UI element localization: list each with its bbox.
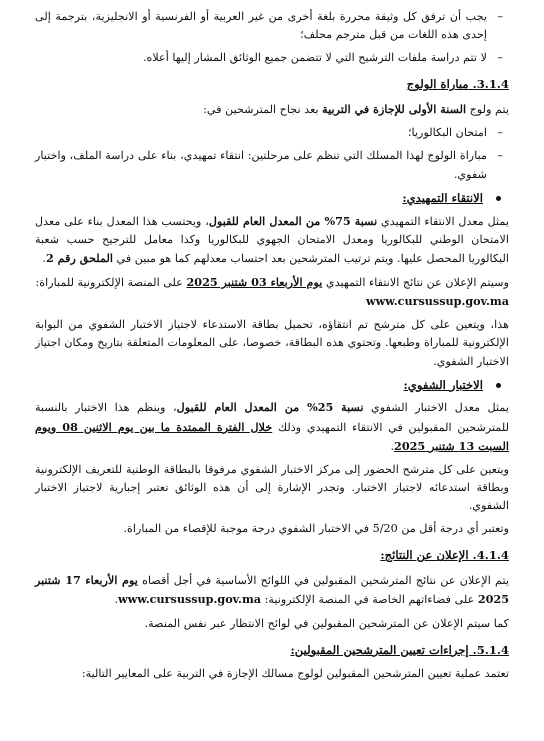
oral-p3: وتعتبر أي درجة أقل من 5/20 في الاختبار الشفوي درجة موجبة للإقصاء من المباراة.: [123, 522, 509, 536]
results-date: يوم الأربعاء 17 شتنبر 2025: [35, 573, 509, 607]
results-p1: [35, 571, 509, 609]
preselection-title: الانتقاء التمهيدي:: [35, 189, 509, 208]
results-p1-end: .: [114, 593, 119, 607]
access-item-bac: – امتحان البكالوريا؛: [35, 124, 509, 142]
pre-p1-c: ، ويحتسب هذا المعدل بناء على معدل الامتحان الوطني للبكالوريا ومعدل الامتحان الجهوي للبكالوريا وكذا معامل للترجيح حسب شعبة البكالوريا المحصل عليها. ويتم ترتيب المترشحين بعد احتساب معدلهم كما هو مبين في: [35, 214, 509, 265]
results-url-link[interactable]: www.cursussup.gov.ma: [118, 592, 262, 607]
oral-title: الاختبار الشفوي:: [35, 376, 509, 395]
pre-p1-end: .: [42, 251, 46, 265]
oral-p2: ويتعين على كل مترشح الحضور إلى مركز الاختبار الشفوي مرفوقا بالبطاقة الوطنية للتعريف الإلكترونية وبطاقة استدعائه لاجتياز الاختبار. وتجدر الإشارة إلى أن هذه الوثائق تعتبر إجبارية لاجتياز الاختبار الشفوي.: [35, 462, 509, 513]
oral-p1-end: .: [390, 439, 395, 453]
results-p2: كما سيتم الإعلان عن المترشحين المقبولين في لوائح الانتظار عبر نفس المنصة.: [144, 616, 509, 630]
oral-period: خلال الفترة الممتدة ما بين يوم الاثنين 08 ويوم السبت 13 شتنبر 2025: [35, 419, 509, 453]
oral-p1-c: ، وينظم هذا الاختبار بالنسبة للمترشحين المقبولين في الانتقاء التمهيدي وذلك: [35, 401, 509, 434]
results-p1-c: على فضاءاتهم الخاصة في المنصة الإلكترونية:: [261, 593, 478, 607]
platform-url-link[interactable]: www.cursussup.gov.ma: [365, 294, 509, 309]
preselection-p2: [35, 273, 509, 311]
intro-bullet-translation: – يجب أن ترفق كل وثيقة محررة بلغة أخرى من غير العربية أو الفرنسية أو الانجليزية، بترجمة إلى إحدى هذه اللغات من قبل مترجم محلف؛: [35, 8, 509, 44]
access-item-exam: – مباراة الولوج لهذا المسلك التي تنظم على مرحلتين: انتقاء تمهيدي، بناء على دراسة الملف، واختبار شفوي.: [35, 147, 509, 183]
section-heading-results: 4.1.4. الإعلان عن النتائج:: [380, 548, 509, 563]
access-intro: [35, 100, 509, 119]
access-intro-bold: السنة الأولى للإجازة في التربية: [322, 102, 467, 117]
annex-ref: الملحق رقم 2: [45, 250, 113, 265]
assignment-p1: تعتمد عملية تعيين المترشحين المقبولين لولوج مسالك الإجازة في التربية على المعايير التالية:: [81, 667, 509, 681]
section-heading-assignment: 5.1.4. إجراءات تعيين المترشحين المقبولين:: [290, 642, 509, 657]
access-intro-tail: بعد نجاح المترشحين في:: [203, 103, 323, 117]
oral-p1: [35, 398, 509, 455]
pre-p2-c: على المنصة الإلكترونية للمباراة:: [35, 275, 187, 289]
oral-p1-a: يمثل معدل الاختبار الشفوي: [363, 401, 509, 415]
preselection-date: يوم الأربعاء 03 شتنبر 2025: [186, 274, 323, 289]
pre-p1-a: يمثل معدل الانتقاء التمهيدي: [377, 214, 509, 228]
pre-p2-a: وسيتم الإعلان عن نتائج الانتقاء التمهيدي: [322, 275, 509, 289]
preselection-p1: [35, 212, 509, 268]
pre-p1-bold: نسبة 75% من المعدل العام للقبول: [208, 213, 378, 228]
intro-bullet-incomplete: – لا تتم دراسة ملفات الترشيح التي لا تتضمن جميع الوثائق المشار إليها أعلاه.: [35, 49, 509, 67]
section-heading-access-exam: 3.1.4. مباراة الولوج: [406, 77, 509, 92]
results-p1-a: يتم الإعلان عن نتائج المترشحين المقبولين في اللوائح الأساسية في أجل أقصاه: [137, 574, 509, 588]
oral-p1-bold: نسبة 25% من المعدل العام للقبول: [176, 400, 364, 415]
preselection-p3: هذا، ويتعين على كل مترشح تم انتقاؤه، تحميل بطاقة الاستدعاء لاجتياز الاختبار الشفوي من البوابة الإلكترونية للمباراة وطبعها. وتحتوي هذه البطاقة، خصوصا، على المعلومات المتعلقة بتاريخ ومكان اجتياز الاختبار الشفوي.: [35, 318, 509, 368]
access-intro-text: يتم ولوج: [466, 103, 509, 117]
